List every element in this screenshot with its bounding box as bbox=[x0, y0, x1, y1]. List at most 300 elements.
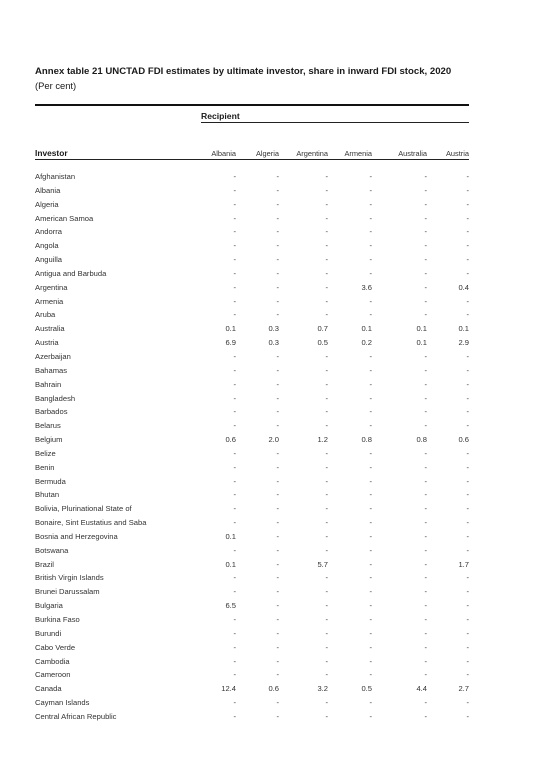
value-cell-algeria: 2.0 bbox=[268, 435, 279, 445]
investor-name: Belgium bbox=[35, 435, 63, 445]
value-cell-armenia: - bbox=[369, 698, 372, 708]
value-cell-australia: - bbox=[424, 227, 427, 237]
value-cell-australia: - bbox=[424, 642, 427, 652]
value-cell-australia: - bbox=[424, 628, 427, 638]
value-cell-argentina: - bbox=[325, 213, 328, 223]
value-cell-argentina: - bbox=[325, 296, 328, 306]
value-cell-austria: - bbox=[466, 421, 469, 431]
value-cell-algeria: - bbox=[276, 393, 279, 403]
value-cell-austria: - bbox=[466, 407, 469, 417]
value-cell-australia: - bbox=[424, 172, 427, 181]
table-row bbox=[35, 172, 469, 186]
value-cell-argentina: - bbox=[325, 407, 328, 417]
value-cell-armenia: - bbox=[369, 448, 372, 458]
value-cell-algeria: - bbox=[276, 587, 279, 597]
investor-name: Cambodia bbox=[35, 656, 70, 666]
value-cell-australia: - bbox=[424, 531, 427, 541]
table-row bbox=[35, 338, 469, 352]
value-cell-argentina: - bbox=[325, 421, 328, 431]
value-cell-albania: 0.1 bbox=[225, 531, 236, 541]
value-cell-australia: - bbox=[424, 615, 427, 624]
value-cell-algeria: - bbox=[276, 573, 279, 583]
value-cell-armenia: 0.8 bbox=[361, 435, 372, 445]
value-cell-austria: - bbox=[466, 393, 469, 403]
value-cell-australia: - bbox=[424, 421, 427, 431]
table-row bbox=[35, 629, 469, 643]
table-row bbox=[35, 352, 469, 366]
value-cell-australia: - bbox=[424, 490, 427, 500]
value-cell-austria: - bbox=[466, 172, 469, 181]
value-cell-algeria: - bbox=[276, 241, 279, 251]
investor-name: Barbados bbox=[35, 407, 68, 417]
value-cell-argentina: 0.7 bbox=[317, 324, 328, 334]
value-cell-algeria: - bbox=[276, 213, 279, 223]
table-row bbox=[35, 366, 469, 380]
value-cell-argentina: - bbox=[325, 504, 328, 514]
value-cell-armenia: - bbox=[369, 310, 372, 320]
value-cell-algeria: - bbox=[276, 462, 279, 472]
value-cell-austria: - bbox=[466, 199, 469, 209]
value-cell-albania: - bbox=[233, 255, 236, 265]
value-cell-albania: - bbox=[233, 379, 236, 389]
table-row bbox=[35, 615, 469, 629]
value-cell-algeria: - bbox=[276, 476, 279, 486]
investor-name: Bangladesh bbox=[35, 393, 76, 403]
value-cell-albania: - bbox=[233, 421, 236, 431]
table-row bbox=[35, 407, 469, 421]
value-cell-algeria: - bbox=[276, 670, 279, 680]
value-cell-albania: - bbox=[233, 172, 236, 181]
value-cell-argentina: - bbox=[325, 448, 328, 458]
value-cell-argentina: - bbox=[325, 573, 328, 583]
value-cell-australia: - bbox=[424, 559, 427, 569]
value-cell-australia: - bbox=[424, 587, 427, 597]
table-row bbox=[35, 670, 469, 684]
investor-name: Antigua and Barbuda bbox=[35, 268, 107, 278]
value-cell-austria: - bbox=[466, 462, 469, 472]
table-row bbox=[35, 684, 469, 698]
value-cell-austria: - bbox=[466, 504, 469, 514]
table-row bbox=[35, 657, 469, 671]
value-cell-austria: 2.7 bbox=[458, 684, 469, 694]
value-cell-austria: - bbox=[466, 448, 469, 458]
value-cell-austria: - bbox=[466, 490, 469, 500]
value-cell-armenia: - bbox=[369, 531, 372, 541]
value-cell-armenia: - bbox=[369, 545, 372, 555]
investor-name: Aruba bbox=[35, 310, 56, 320]
value-cell-albania: - bbox=[233, 241, 236, 251]
value-cell-australia: - bbox=[424, 545, 427, 555]
value-cell-austria: - bbox=[466, 255, 469, 265]
value-cell-austria: - bbox=[466, 241, 469, 251]
investor-name: Burkina Faso bbox=[35, 615, 80, 624]
table-row bbox=[35, 394, 469, 408]
value-cell-armenia: - bbox=[369, 296, 372, 306]
table-row bbox=[35, 449, 469, 463]
value-cell-algeria: - bbox=[276, 601, 279, 611]
table-row bbox=[35, 200, 469, 214]
value-cell-austria: - bbox=[466, 670, 469, 680]
value-cell-australia: 0.1 bbox=[416, 338, 427, 348]
investor-name: Benin bbox=[35, 462, 55, 472]
value-cell-algeria: - bbox=[276, 656, 279, 666]
recipient-rule bbox=[201, 122, 469, 123]
value-cell-austria: - bbox=[466, 642, 469, 652]
value-cell-armenia: - bbox=[369, 393, 372, 403]
value-cell-algeria: - bbox=[276, 490, 279, 500]
value-cell-albania: - bbox=[233, 393, 236, 403]
value-cell-australia: - bbox=[424, 185, 427, 195]
value-cell-australia: - bbox=[424, 698, 427, 708]
value-cell-albania: - bbox=[233, 282, 236, 292]
value-cell-argentina: - bbox=[325, 310, 328, 320]
value-cell-albania: - bbox=[233, 518, 236, 528]
value-cell-albania: - bbox=[233, 185, 236, 195]
value-cell-albania: 0.1 bbox=[225, 324, 236, 334]
value-cell-algeria: - bbox=[276, 518, 279, 528]
value-cell-argentina: - bbox=[325, 615, 328, 624]
value-cell-australia: - bbox=[424, 656, 427, 666]
value-cell-armenia: - bbox=[369, 172, 372, 181]
value-cell-austria: - bbox=[466, 310, 469, 320]
value-cell-armenia: - bbox=[369, 365, 372, 375]
value-cell-australia: - bbox=[424, 573, 427, 583]
value-cell-armenia: - bbox=[369, 490, 372, 500]
value-cell-argentina: - bbox=[325, 255, 328, 265]
column-header-australia: Australia bbox=[398, 149, 427, 158]
table-row bbox=[35, 255, 469, 269]
value-cell-albania: - bbox=[233, 670, 236, 680]
value-cell-albania: - bbox=[233, 504, 236, 514]
investor-name: Australia bbox=[35, 324, 65, 334]
value-cell-austria: - bbox=[466, 711, 469, 721]
header-rule bbox=[35, 159, 469, 160]
value-cell-algeria: - bbox=[276, 351, 279, 361]
table-row bbox=[35, 601, 469, 615]
value-cell-australia: - bbox=[424, 213, 427, 223]
value-cell-albania: - bbox=[233, 199, 236, 209]
column-header-algeria: Algeria bbox=[255, 149, 279, 158]
value-cell-armenia: - bbox=[369, 351, 372, 361]
value-cell-australia: - bbox=[424, 282, 427, 292]
investor-name: Austria bbox=[35, 338, 59, 348]
investor-name: Central African Republic bbox=[35, 711, 117, 721]
investor-name: Algeria bbox=[35, 199, 59, 209]
value-cell-albania: - bbox=[233, 476, 236, 486]
value-cell-algeria: - bbox=[276, 310, 279, 320]
value-cell-algeria: - bbox=[276, 559, 279, 569]
value-cell-armenia: - bbox=[369, 670, 372, 680]
value-cell-armenia: - bbox=[369, 615, 372, 624]
value-cell-albania: 6.5 bbox=[225, 601, 236, 611]
value-cell-argentina: - bbox=[325, 379, 328, 389]
value-cell-algeria: - bbox=[276, 711, 279, 721]
table-row bbox=[35, 490, 469, 504]
value-cell-argentina: - bbox=[325, 268, 328, 278]
value-cell-algeria: - bbox=[276, 282, 279, 292]
table-row bbox=[35, 297, 469, 311]
value-cell-austria: 0.6 bbox=[458, 435, 469, 445]
investor-name: Bonaire, Sint Eustatius and Saba bbox=[35, 518, 147, 528]
value-cell-argentina: - bbox=[325, 656, 328, 666]
value-cell-australia: - bbox=[424, 504, 427, 514]
value-cell-albania: - bbox=[233, 615, 236, 624]
value-cell-armenia: - bbox=[369, 241, 372, 251]
value-cell-austria: 0.4 bbox=[458, 282, 469, 292]
investor-name: Cameroon bbox=[35, 670, 71, 680]
value-cell-albania: - bbox=[233, 490, 236, 500]
investor-name: British Virgin Islands bbox=[35, 573, 104, 583]
investor-name: Albania bbox=[35, 185, 61, 195]
investor-name: Bhutan bbox=[35, 490, 60, 500]
value-cell-australia: - bbox=[424, 518, 427, 528]
value-cell-austria: - bbox=[466, 698, 469, 708]
table-row bbox=[35, 560, 469, 574]
investor-name: Brazil bbox=[35, 559, 54, 569]
investor-name: Bolivia, Plurinational State of bbox=[35, 504, 132, 514]
value-cell-algeria: 0.3 bbox=[268, 338, 279, 348]
value-cell-australia: - bbox=[424, 310, 427, 320]
value-cell-argentina: 5.7 bbox=[317, 559, 328, 569]
investor-name: Bahrain bbox=[35, 379, 62, 389]
value-cell-argentina: - bbox=[325, 490, 328, 500]
value-cell-albania: - bbox=[233, 573, 236, 583]
value-cell-armenia: 0.1 bbox=[361, 324, 372, 334]
investor-name: Canada bbox=[35, 684, 62, 694]
value-cell-algeria: - bbox=[276, 504, 279, 514]
value-cell-australia: - bbox=[424, 365, 427, 375]
investor-name: Belize bbox=[35, 448, 56, 458]
table-row bbox=[35, 241, 469, 255]
column-header-armenia: Armenia bbox=[344, 149, 372, 158]
value-cell-australia: 0.1 bbox=[416, 324, 427, 334]
value-cell-austria: - bbox=[466, 268, 469, 278]
value-cell-algeria: - bbox=[276, 199, 279, 209]
value-cell-argentina: - bbox=[325, 711, 328, 721]
table-row bbox=[35, 227, 469, 241]
table-row bbox=[35, 324, 469, 338]
investor-name: Andorra bbox=[35, 227, 63, 237]
value-cell-argentina: - bbox=[325, 698, 328, 708]
value-cell-argentina: - bbox=[325, 282, 328, 292]
value-cell-austria: - bbox=[466, 351, 469, 361]
table-row bbox=[35, 310, 469, 324]
investor-name: Argentina bbox=[35, 282, 68, 292]
value-cell-albania: - bbox=[233, 268, 236, 278]
table-row bbox=[35, 421, 469, 435]
value-cell-australia: - bbox=[424, 448, 427, 458]
value-cell-armenia: - bbox=[369, 407, 372, 417]
value-cell-albania: 6.9 bbox=[225, 338, 236, 348]
value-cell-armenia: - bbox=[369, 476, 372, 486]
value-cell-algeria: - bbox=[276, 296, 279, 306]
value-cell-argentina: 1.2 bbox=[317, 435, 328, 445]
table-row bbox=[35, 435, 469, 449]
value-cell-armenia: - bbox=[369, 573, 372, 583]
table-row bbox=[35, 546, 469, 560]
investor-name: Belarus bbox=[35, 421, 61, 431]
value-cell-armenia: 0.2 bbox=[361, 338, 372, 348]
table-row bbox=[35, 269, 469, 283]
value-cell-argentina: - bbox=[325, 670, 328, 680]
value-cell-australia: - bbox=[424, 241, 427, 251]
value-cell-australia: - bbox=[424, 601, 427, 611]
value-cell-algeria: - bbox=[276, 531, 279, 541]
value-cell-australia: - bbox=[424, 462, 427, 472]
value-cell-albania: 0.1 bbox=[225, 559, 236, 569]
investor-name: Armenia bbox=[35, 296, 64, 306]
value-cell-algeria: - bbox=[276, 642, 279, 652]
table-row bbox=[35, 214, 469, 228]
value-cell-armenia: - bbox=[369, 185, 372, 195]
investor-name: Bermuda bbox=[35, 476, 66, 486]
value-cell-albania: - bbox=[233, 213, 236, 223]
value-cell-algeria: - bbox=[276, 172, 279, 181]
top-rule bbox=[35, 104, 469, 106]
value-cell-armenia: - bbox=[369, 587, 372, 597]
value-cell-austria: 2.9 bbox=[458, 338, 469, 348]
value-cell-austria: - bbox=[466, 656, 469, 666]
value-cell-armenia: - bbox=[369, 268, 372, 278]
value-cell-austria: - bbox=[466, 601, 469, 611]
value-cell-argentina: - bbox=[325, 642, 328, 652]
value-cell-argentina: - bbox=[325, 601, 328, 611]
value-cell-algeria: - bbox=[276, 268, 279, 278]
column-header-albania: Albania bbox=[211, 149, 236, 158]
value-cell-albania: 0.6 bbox=[225, 435, 236, 445]
value-cell-albania: - bbox=[233, 698, 236, 708]
value-cell-algeria: - bbox=[276, 545, 279, 555]
investor-name: Azerbaijan bbox=[35, 351, 71, 361]
table-title: Annex table 21 UNCTAD FDI estimates by ultimate investor, share in inward FDI stock, 2020 bbox=[35, 66, 452, 77]
value-cell-australia: - bbox=[424, 296, 427, 306]
table-row bbox=[35, 532, 469, 546]
value-cell-australia: - bbox=[424, 255, 427, 265]
table-row bbox=[35, 186, 469, 200]
investor-name: Angola bbox=[35, 241, 59, 251]
value-cell-argentina: 0.5 bbox=[317, 338, 328, 348]
value-cell-austria: - bbox=[466, 545, 469, 555]
value-cell-australia: - bbox=[424, 711, 427, 721]
value-cell-australia: - bbox=[424, 393, 427, 403]
value-cell-albania: - bbox=[233, 296, 236, 306]
value-cell-australia: - bbox=[424, 407, 427, 417]
value-cell-algeria: - bbox=[276, 698, 279, 708]
value-cell-albania: 12.4 bbox=[221, 684, 236, 694]
value-cell-argentina: - bbox=[325, 476, 328, 486]
value-cell-albania: - bbox=[233, 711, 236, 721]
value-cell-austria: - bbox=[466, 365, 469, 375]
value-cell-austria: - bbox=[466, 296, 469, 306]
value-cell-argentina: - bbox=[325, 393, 328, 403]
value-cell-algeria: - bbox=[276, 255, 279, 265]
table-row bbox=[35, 463, 469, 477]
value-cell-austria: - bbox=[466, 185, 469, 195]
recipient-header: Recipient bbox=[201, 111, 240, 121]
value-cell-albania: - bbox=[233, 351, 236, 361]
value-cell-austria: - bbox=[466, 476, 469, 486]
value-cell-argentina: 3.2 bbox=[317, 684, 328, 694]
table-subtitle: (Per cent) bbox=[35, 80, 77, 91]
value-cell-austria: - bbox=[466, 587, 469, 597]
value-cell-austria: - bbox=[466, 615, 469, 624]
value-cell-australia: 0.8 bbox=[416, 435, 427, 445]
value-cell-argentina: - bbox=[325, 587, 328, 597]
value-cell-algeria: 0.6 bbox=[268, 684, 279, 694]
value-cell-austria: - bbox=[466, 573, 469, 583]
value-cell-austria: 1.7 bbox=[458, 559, 469, 569]
table-row bbox=[35, 504, 469, 518]
value-cell-australia: - bbox=[424, 268, 427, 278]
value-cell-argentina: - bbox=[325, 199, 328, 209]
column-header-austria: Austria bbox=[445, 149, 469, 158]
value-cell-armenia: - bbox=[369, 379, 372, 389]
value-cell-armenia: - bbox=[369, 213, 372, 223]
investor-name: Burundi bbox=[35, 628, 62, 638]
value-cell-argentina: - bbox=[325, 628, 328, 638]
table-row bbox=[35, 643, 469, 657]
value-cell-australia: - bbox=[424, 379, 427, 389]
investor-name: Cabo Verde bbox=[35, 642, 76, 652]
value-cell-albania: - bbox=[233, 462, 236, 472]
table-body bbox=[35, 172, 469, 726]
table-row bbox=[35, 712, 469, 726]
value-cell-austria: - bbox=[466, 379, 469, 389]
value-cell-albania: - bbox=[233, 227, 236, 237]
value-cell-armenia: - bbox=[369, 421, 372, 431]
value-cell-australia: - bbox=[424, 670, 427, 680]
value-cell-australia: - bbox=[424, 199, 427, 209]
value-cell-argentina: - bbox=[325, 531, 328, 541]
value-cell-algeria: - bbox=[276, 421, 279, 431]
value-cell-armenia: - bbox=[369, 462, 372, 472]
investor-header: Investor bbox=[35, 148, 68, 158]
value-cell-albania: - bbox=[233, 587, 236, 597]
value-cell-albania: - bbox=[233, 545, 236, 555]
value-cell-austria: - bbox=[466, 213, 469, 223]
investor-name: Brunei Darussalam bbox=[35, 587, 100, 597]
value-cell-albania: - bbox=[233, 656, 236, 666]
investor-name: Cayman Islands bbox=[35, 698, 90, 708]
value-cell-australia: - bbox=[424, 351, 427, 361]
value-cell-armenia: - bbox=[369, 642, 372, 652]
value-cell-algeria: - bbox=[276, 448, 279, 458]
value-cell-armenia: - bbox=[369, 504, 372, 514]
value-cell-algeria: - bbox=[276, 185, 279, 195]
value-cell-armenia: - bbox=[369, 628, 372, 638]
value-cell-austria: 0.1 bbox=[458, 324, 469, 334]
value-cell-argentina: - bbox=[325, 185, 328, 195]
value-cell-armenia: 0.5 bbox=[361, 684, 372, 694]
table-row bbox=[35, 698, 469, 712]
value-cell-argentina: - bbox=[325, 545, 328, 555]
value-cell-armenia: - bbox=[369, 656, 372, 666]
value-cell-armenia: 3.6 bbox=[361, 282, 372, 292]
value-cell-argentina: - bbox=[325, 462, 328, 472]
investor-name: Afghanistan bbox=[35, 172, 76, 181]
value-cell-albania: - bbox=[233, 642, 236, 652]
value-cell-armenia: - bbox=[369, 255, 372, 265]
value-cell-algeria: - bbox=[276, 379, 279, 389]
investor-name: Botswana bbox=[35, 545, 69, 555]
value-cell-armenia: - bbox=[369, 559, 372, 569]
table-row bbox=[35, 477, 469, 491]
value-cell-austria: - bbox=[466, 628, 469, 638]
value-cell-australia: 4.4 bbox=[416, 684, 427, 694]
column-header-argentina: Argentina bbox=[296, 149, 328, 158]
investor-name: Bosnia and Herzegovina bbox=[35, 531, 118, 541]
value-cell-armenia: - bbox=[369, 711, 372, 721]
